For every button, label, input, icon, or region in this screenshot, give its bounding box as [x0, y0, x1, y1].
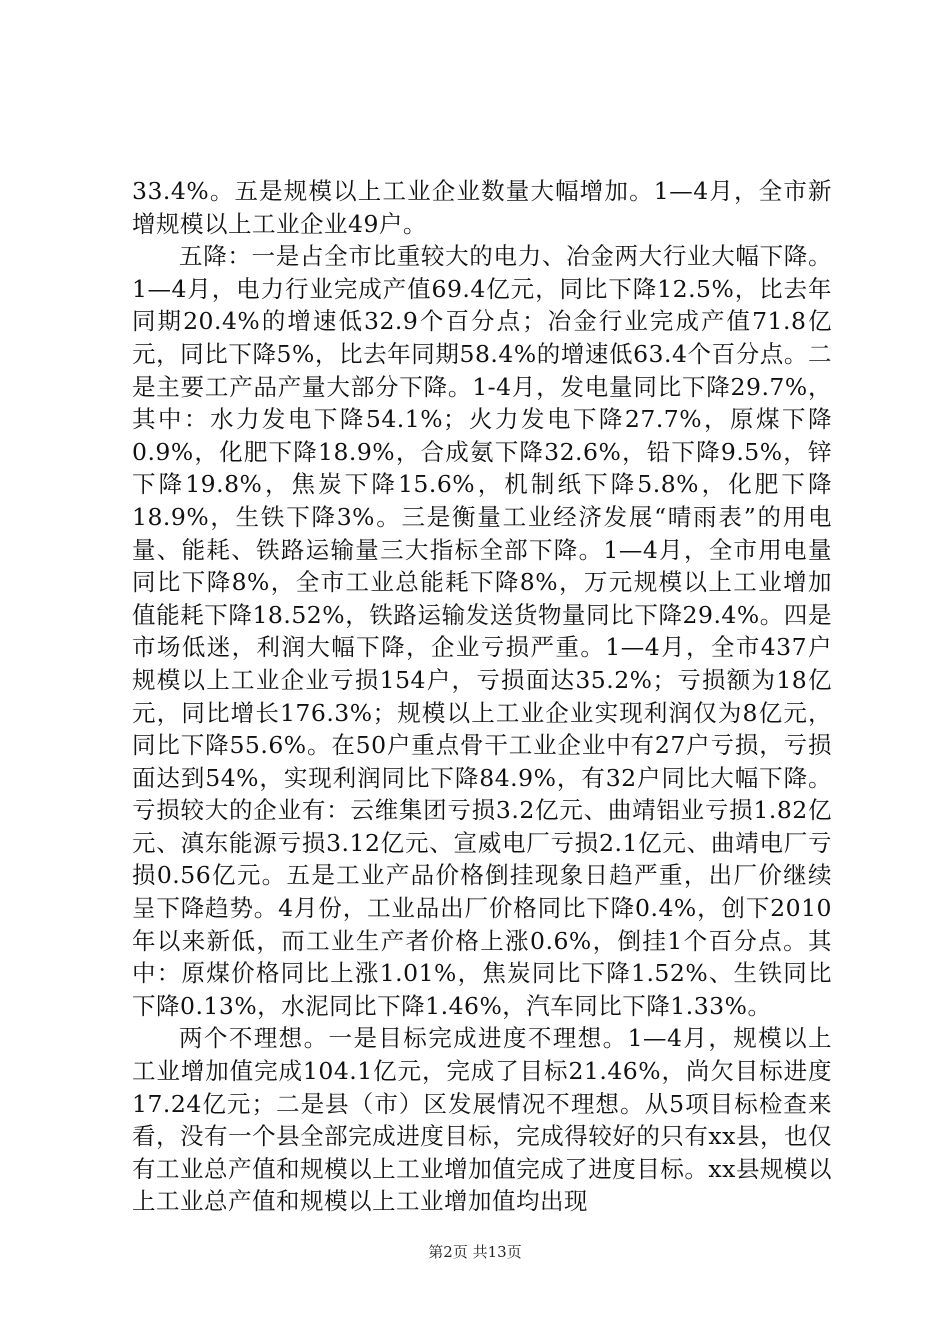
paragraph-1: 33.4%。五是规模以上工业企业数量大幅增加。1—4月，全市新增规模以上工业企业49户。	[132, 177, 832, 238]
page-number-label: 第2页 共13页	[428, 1243, 522, 1261]
document-body	[132, 175, 832, 1218]
page-footer	[0, 1242, 950, 1262]
paragraph-3: 两个不理想。一是目标完成进度不理想。1—4月，规模以上工业增加值完成104.1亿元，完成了目标21.46%，尚欠目标进度17.24亿元；二是县（市）区发展情况不理想。从5项目标检查来看，没有一个县全部完成进度目标，完成得较好的只有xx县，也仅有工业总产值和规模以上工业增加值完成了进度目标。xx县规模以上工业总产值和规模以上工业增加值均出现	[132, 1024, 832, 1216]
paragraph-2: 五降：一是占全市比重较大的电力、冶金两大行业大幅下降。1—4月，电力行业完成产值69.4亿元，同比下降12.5%，比去年同期20.4%的增速低32.9个百分点；冶金行业完成产值71.8亿元，同比下降5%，比去年同期58.4%的增速低63.4个百分点。二是主要工产品产量大部分下降。1-4月，发电量同比下降29.7%，其中：水力发电下降54.1%；火力发电下降27.7%，原煤下降0.9%，化肥下降18.9%，合成氨下降32.6%，铅下降9.5%，锌下降19.8%，焦炭下降15.6%，机制纸下降5.8%，化肥下降18.9%，生铁下降3%。三是衡量工业经济发展“晴雨表”的用电量、能耗、铁路运输量三大指标全部下降。1—4月，全市用电量同比下降8%，全市工业总能耗下降8%，万元规模以上工业增加值能耗下降18.52%，铁路运输发送货物量同比下降29.4%。四是市场低迷，利润大幅下降，企业亏损严重。1—4月，全市437户规模以上工业企业亏损154户，亏损面达35.2%；亏损额为18亿元，同比增长176.3%；规模以上工业企业实现利润仅为8亿元，同比下降55.6%。在50户重点骨干工业企业中有27户亏损，亏损面达到54%，实现利润同比下降84.9%，有32户同比大幅下降。亏损较大的企业有：云维集团亏损3.2亿元、曲靖铝业亏损1.82亿元、滇东能源亏损3.12亿元、宣威电厂亏损2.1亿元、曲靖电厂亏损0.56亿元。五是工业产品价格倒挂现象日趋严重，出厂价继续呈下降趋势。4月份，工业品出厂价格同比下降0.4%，创下2010年以来新低，而工业生产者价格上涨0.6%，倒挂1个百分点。其中：原煤价格同比上涨1.01%，焦炭同比下降1.52%、生铁同比下降0.13%，水泥同比下降1.46%，汽车同比下降1.33%。	[132, 242, 832, 1020]
